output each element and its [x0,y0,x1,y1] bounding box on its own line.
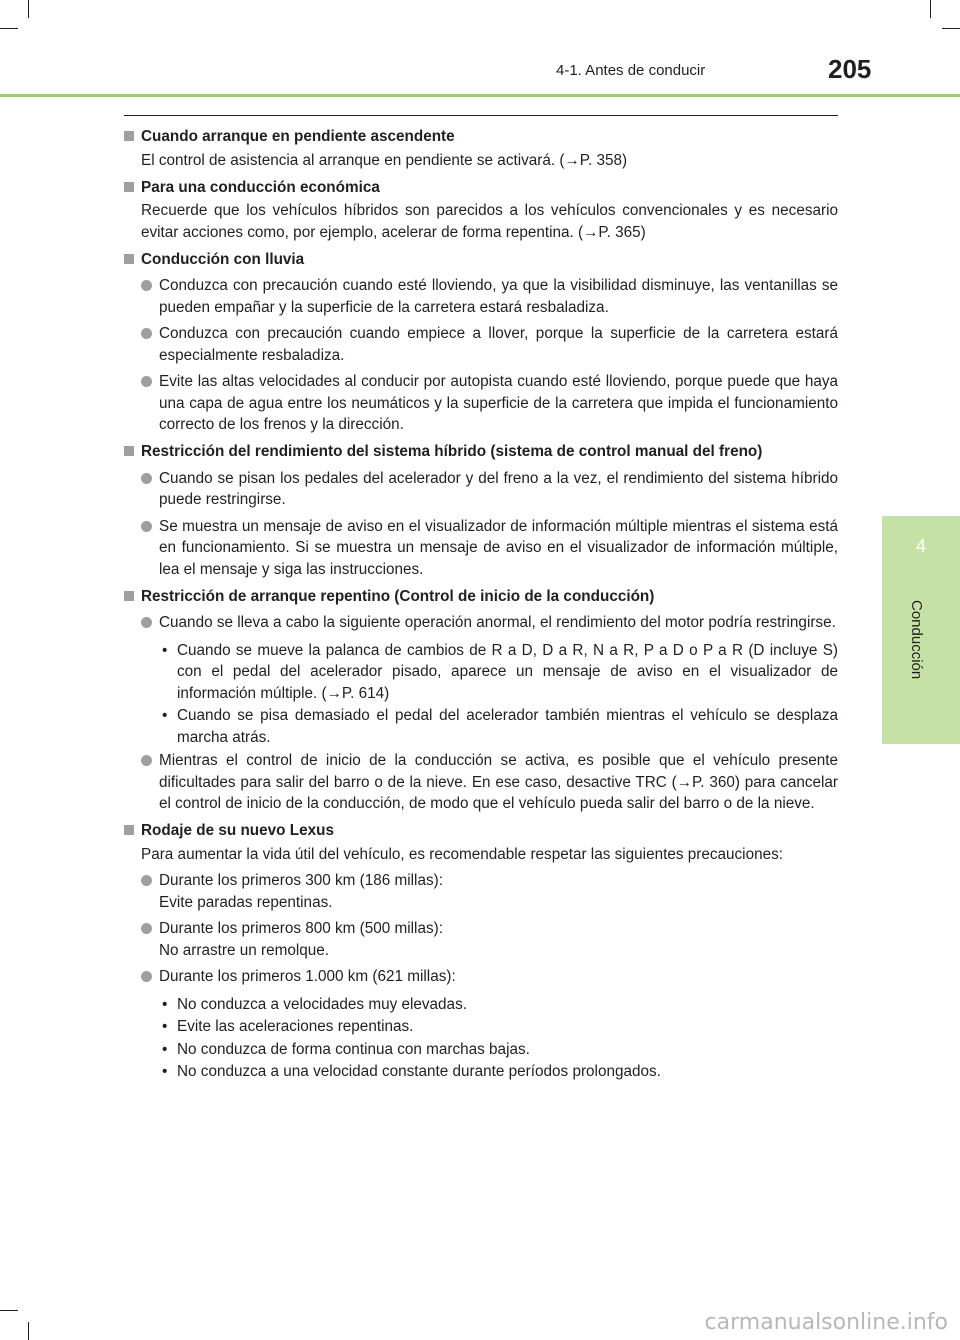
round-bullet-icon [141,328,152,339]
crop-mark [942,28,960,29]
list-item: Evite las altas velocidades al conducir por autopista cuando esté lloviendo, porque puede que haya una capa de agua entre los neumáticos y la superficie de la carretera que impida el funcionamiento correcto de los frenos y la dirección. [124,371,838,436]
round-bullet-icon [141,617,152,628]
section-paragraph: El control de asistencia al arranque en pendiente se activará. (→P. 358) [141,151,628,169]
content-rule [124,115,838,116]
header-divider [0,94,960,97]
sub-list-item: • No conduzca a una velocidad constante durante períodos prolongados. [162,1063,661,1080]
sub-list-item: • Cuando se mueve la palanca de cambios de R a D, D a R, N a R, P a D o P a R (D incluye S) con el pedal del acelerador pisado, aparece un mensaje de aviso en el visualizador de información múltiple. (→P. 614) [162,641,838,702]
round-bullet-icon [141,521,152,532]
section-heading: Para una conducción económica [124,177,838,199]
section-heading: Restricción del rendimiento del sistema híbrido (sistema de control manual del freno) [124,441,838,463]
list-item: Cuando se lleva a cabo la siguiente operación anormal, el rendimiento del motor podría restringirse. [124,612,838,634]
section-heading: Conducción con lluvia [124,249,838,271]
round-bullet-icon [141,376,152,387]
crop-mark [0,28,18,29]
crop-mark [28,0,29,18]
round-bullet-icon [141,280,152,291]
crop-mark [930,0,931,18]
list-item: Cuando se pisan los pedales del acelerador y del freno a la vez, el rendimiento del sistema híbrido puede restringirse. [124,468,838,511]
section-heading: Restricción de arranque repentino (Control de inicio de la conducción) [124,586,838,608]
section-heading: Rodaje de su nuevo Lexus [124,820,838,842]
square-bullet-icon [124,591,134,601]
section-heading: Cuando arranque en pendiente ascendente [124,126,838,148]
square-bullet-icon [124,254,134,264]
crop-mark [28,1322,29,1340]
header-section-title: 4-1. Antes de conducir [556,62,706,79]
section-paragraph: Para aumentar la vida útil del vehículo, es recomendable respetar las siguientes precauciones: [141,845,783,863]
list-item: Se muestra un mensaje de aviso en el visualizador de información múltiple mientras el sistema está en funcionamiento. Si se muestra un mensaje de aviso en el visualizador de información múltiple, lea el mensaje y siga las instrucciones. [124,516,838,581]
square-bullet-icon [124,182,134,192]
page-number: 205 [828,54,872,84]
list-item: Durante los primeros 1.000 km (621 millas): [124,966,838,988]
chapter-tab [882,516,960,744]
round-bullet-icon [141,971,152,982]
list-item: Durante los primeros 300 km (186 millas): Evite paradas repentinas. [124,870,838,913]
sub-list-item: • No conduzca de forma continua con marchas bajas. [162,1040,530,1058]
square-bullet-icon [124,131,134,141]
section-paragraph: Recuerde que los vehículos híbridos son parecidos a los vehículos convencionales y es necesario evitar acciones como, por ejemplo, acelerar de forma repentina. (→P. 365) [141,202,838,241]
round-bullet-icon [141,875,152,886]
chapter-label: Conducción [908,600,925,680]
list-item: Durante los primeros 800 km (500 millas): No arrastre un remolque. [124,918,838,961]
square-bullet-icon [124,446,134,456]
sub-list-item: • No conduzca a velocidades muy elevadas. [162,995,467,1013]
square-bullet-icon [124,825,134,835]
list-item: Conduzca con precaución cuando esté lloviendo, ya que la visibilidad disminuye, las ventanillas se pueden empañar y la superficie de la carretera estará resbaladiza. [124,275,838,318]
chapter-number: 4 [915,536,926,556]
sub-list-item: • Evite las aceleraciones repentinas. [162,1018,414,1035]
watermark: carmanualsonline.info [704,1310,948,1335]
round-bullet-icon [141,473,152,484]
list-item: Mientras el control de inicio de la conducción se activa, es posible que el vehículo presente dificultades para salir del barro o de la nieve. En ese caso, desactive TRC (→P. 360) para cancelar el control de inicio de la conducción, de modo que el vehículo pueda salir del barro o de la nieve. [124,750,838,815]
round-bullet-icon [141,923,152,934]
page-content [124,126,838,1083]
sub-list-item: • Cuando se pisa demasiado el pedal del acelerador también mientras el vehículo se desplaza marcha atrás. [162,707,838,746]
round-bullet-icon [141,755,152,766]
list-item: Conduzca con precaución cuando empiece a llover, porque la superficie de la carretera estará especialmente resbaladiza. [124,323,838,366]
crop-mark [0,1310,18,1311]
